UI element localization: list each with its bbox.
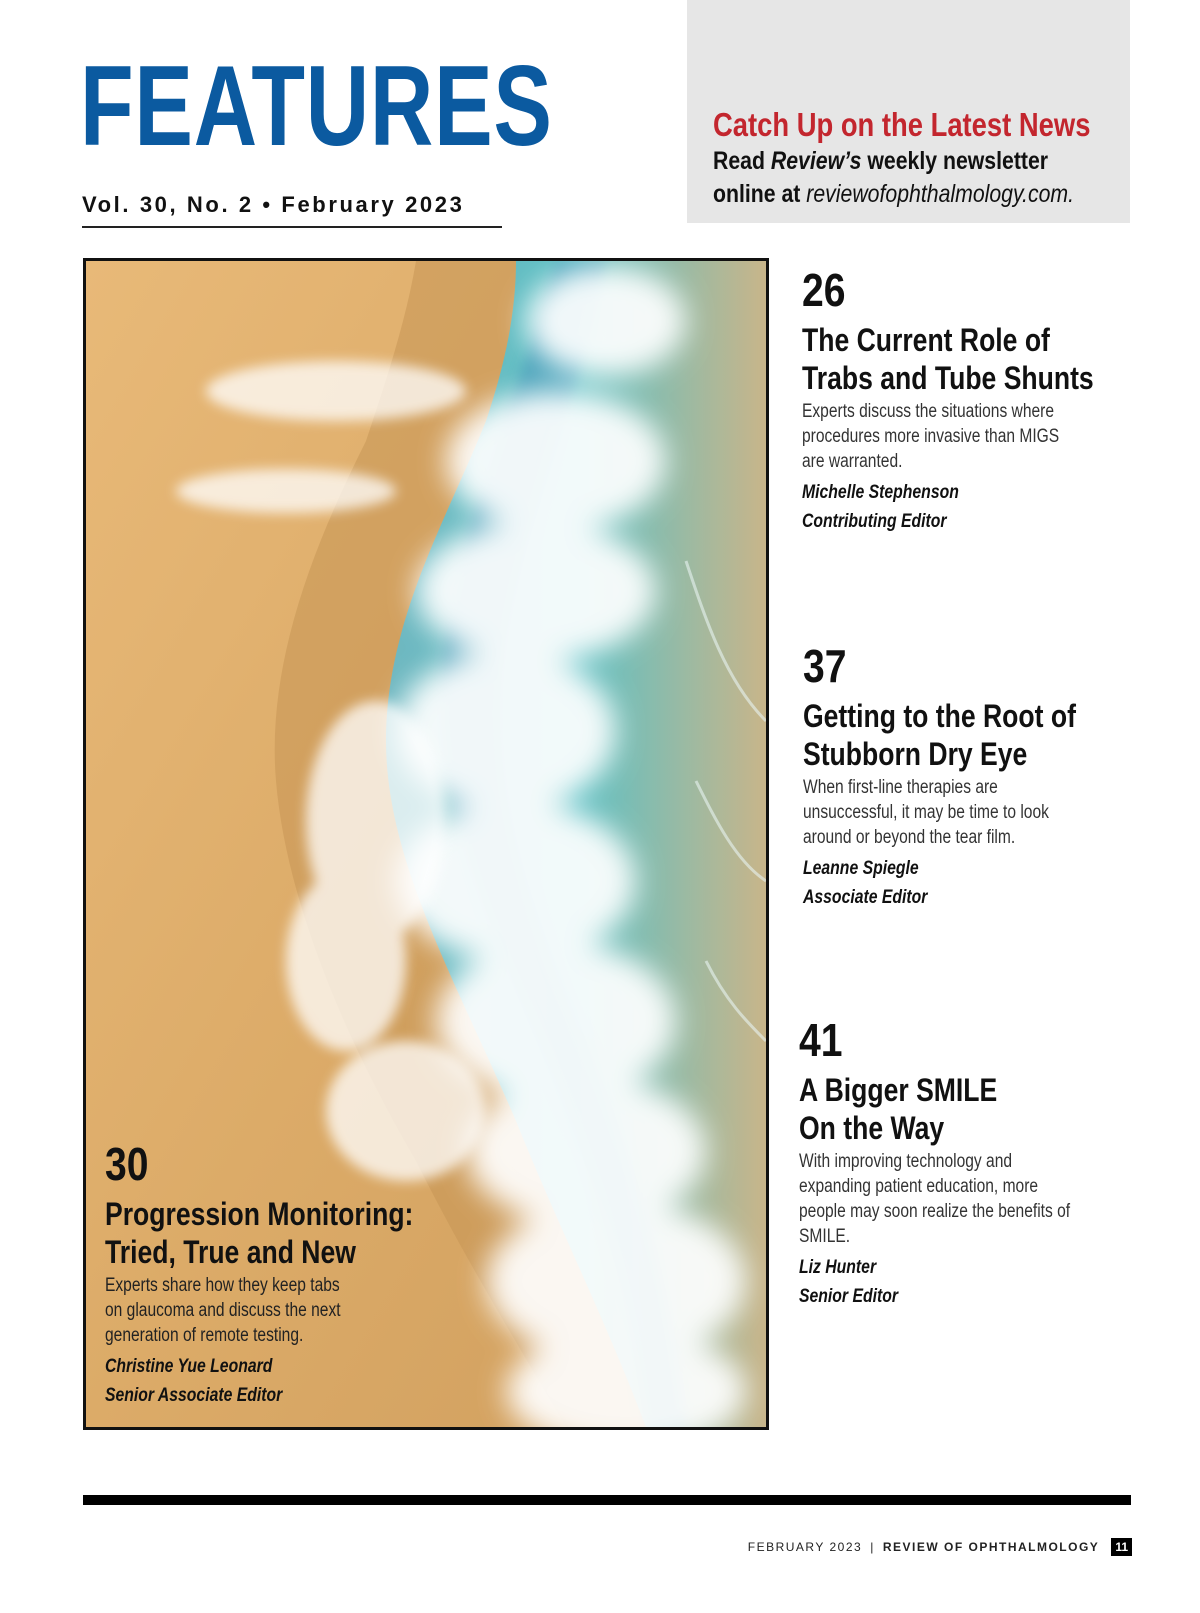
feature-author: Michelle Stephenson bbox=[802, 482, 959, 503]
feature-item-30[interactable] bbox=[105, 1138, 445, 1410]
feature-description bbox=[105, 1273, 433, 1348]
feature-byline bbox=[803, 854, 1085, 912]
feature-author-role: Contributing Editor bbox=[802, 511, 947, 532]
feature-title bbox=[802, 321, 1094, 397]
feature-title-line: Tried, True and New bbox=[105, 1234, 356, 1270]
feature-author-role: Senior Associate Editor bbox=[105, 1385, 283, 1406]
feature-description-line: SMILE. bbox=[799, 1226, 851, 1247]
feature-author: Liz Hunter bbox=[799, 1257, 877, 1278]
feature-description-line: on glaucoma and discuss the next bbox=[105, 1300, 341, 1321]
page-footer bbox=[748, 1537, 1132, 1557]
feature-title-line: Getting to the Root of bbox=[803, 698, 1076, 734]
feature-title-line: A Bigger SMILE bbox=[799, 1072, 998, 1108]
feature-author: Christine Yue Leonard bbox=[105, 1356, 273, 1377]
page-number-badge: 11 bbox=[1111, 1538, 1132, 1556]
news-headline: Catch Up on the Latest News bbox=[713, 106, 1091, 143]
page-title: FEATURES bbox=[80, 43, 553, 170]
feature-description-line: generation of remote testing. bbox=[105, 1325, 304, 1346]
feature-page-number: 26 bbox=[802, 264, 846, 316]
footer-separator: | bbox=[870, 1540, 875, 1554]
news-url[interactable]: reviewofophthalmology.com. bbox=[806, 180, 1074, 208]
feature-title bbox=[803, 697, 1085, 773]
feature-byline bbox=[802, 478, 1084, 536]
feature-byline bbox=[105, 1352, 387, 1410]
feature-item-41[interactable] bbox=[799, 1014, 1139, 1311]
feature-author: Leanne Spiegle bbox=[803, 858, 919, 879]
feature-item-26[interactable] bbox=[802, 264, 1142, 536]
feature-page-number: 30 bbox=[105, 1138, 149, 1190]
news-line-1-italic: Review’s bbox=[770, 147, 862, 175]
feature-description-line: expanding patient education, more bbox=[799, 1176, 1039, 1197]
feature-description-line: With improving technology and bbox=[799, 1151, 1013, 1172]
footer-date: FEBRUARY 2023 bbox=[747, 1540, 863, 1554]
feature-description bbox=[803, 775, 1131, 850]
feature-title bbox=[105, 1195, 414, 1271]
feature-description-line: procedures more invasive than MIGS bbox=[802, 426, 1060, 447]
feature-page-number: 41 bbox=[799, 1014, 843, 1066]
news-line-2 bbox=[713, 180, 1074, 209]
news-line-1-suffix: weekly newsletter bbox=[861, 147, 1049, 175]
feature-description-line: around or beyond the tear film. bbox=[803, 827, 1016, 848]
footer-rule bbox=[83, 1495, 1131, 1505]
news-promo-box bbox=[687, 0, 1130, 223]
feature-description bbox=[802, 399, 1130, 474]
feature-description bbox=[799, 1149, 1127, 1249]
feature-title-line: Progression Monitoring: bbox=[105, 1196, 414, 1232]
feature-description-line: When first-line therapies are bbox=[803, 777, 998, 798]
feature-description-line: Experts share how they keep tabs bbox=[105, 1275, 340, 1296]
news-line-1-prefix: Read bbox=[713, 147, 771, 175]
feature-description-line: Experts discuss the situations where bbox=[802, 401, 1054, 422]
issue-rule bbox=[82, 226, 502, 228]
feature-author-role: Associate Editor bbox=[803, 887, 928, 908]
news-line-1 bbox=[713, 147, 1048, 176]
feature-title bbox=[799, 1071, 1081, 1147]
feature-description-line: people may soon realize the benefits of bbox=[799, 1201, 1071, 1222]
feature-item-37[interactable] bbox=[803, 640, 1143, 912]
feature-description-line: unsuccessful, it may be time to look bbox=[803, 802, 1049, 823]
feature-title-line: On the Way bbox=[799, 1110, 945, 1146]
feature-byline bbox=[799, 1253, 1081, 1311]
news-line-2-prefix: online at bbox=[713, 180, 807, 208]
feature-description-line: are warranted. bbox=[802, 451, 903, 472]
feature-title-line: The Current Role of bbox=[802, 322, 1050, 358]
feature-title-line: Trabs and Tube Shunts bbox=[802, 360, 1094, 396]
issue-line: Vol. 30, No. 2 • February 2023 bbox=[82, 192, 465, 217]
feature-page-number: 37 bbox=[803, 640, 847, 692]
footer-magazine-name: REVIEW OF OPHTHALMOLOGY bbox=[882, 1540, 1100, 1554]
feature-title-line: Stubborn Dry Eye bbox=[803, 736, 1028, 772]
feature-author-role: Senior Editor bbox=[799, 1286, 899, 1307]
